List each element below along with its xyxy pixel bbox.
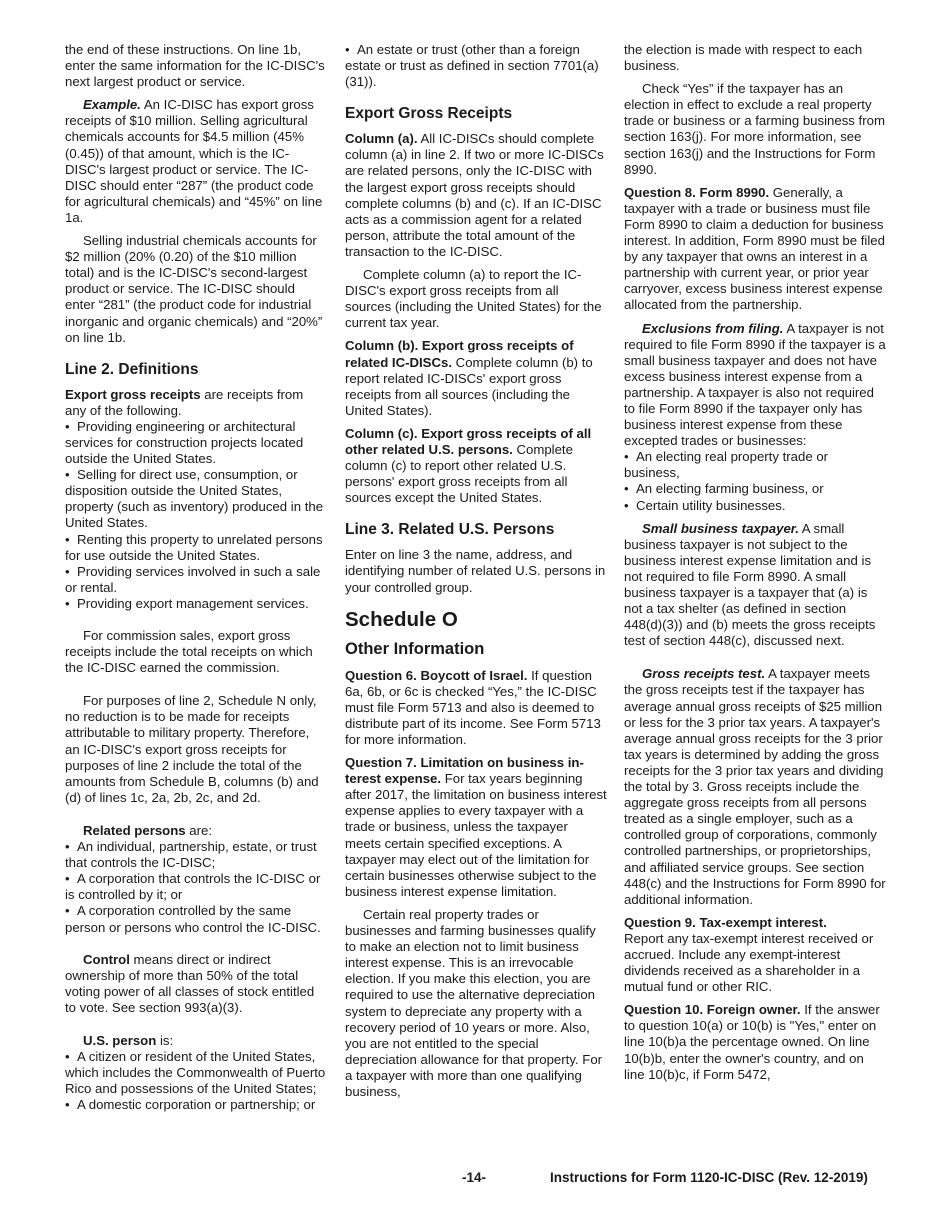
list-item: • A citizen or resident of the United States, which includes the Commonwealth of Puerto Rico and possessions of the United States; — [65, 1049, 326, 1097]
definition-us-person: U.S. person is: — [83, 1032, 174, 1048]
list-item: • A corporation that controls the IC-DISC or is controlled by it; or — [65, 871, 321, 903]
footer-title: Instructions for Form 1120-IC-DISC (Rev. 12-2019) — [550, 1170, 868, 1185]
exclusions-paragraph: Exclusions from filing. A taxpayer is not required to file Form 8990 if the taxpayer is a small business taxpayer and does not have excess business interest expense from a partnership. A taxpayer is also not required to file Form 8990 if the taxpayer only has business interest expense from these excepted trades or businesses: — [624, 320, 886, 449]
heading-line-3: Line 3. Related U.S. Persons — [345, 521, 555, 539]
column-c-paragraph: Column (c). Export gross receipts of all other related U.S. persons. Complete column (c) to report other related U.S. persons' export gross receipts from all sources except the United States. — [345, 425, 592, 506]
paragraph: the election is made with respect to each business. — [624, 42, 863, 74]
question-7-paragraph: Question 7. Limitation on business in-terest expense. For tax years beginning after 2017, the limitation on business interest expense applies to every taxpayer with a trade or business, unless the taxpayer meets certain specified exceptions. A taxpayer may elect out of the limitation for certain businesses otherwise subject to the business interest expense limitation. — [345, 755, 607, 899]
question-10-paragraph: Question 10. Foreign owner. If the answer to question 10(a) or 10(b) is "Yes," enter on line 10(b)a the percentage owned. On line 10(b)b, enter the owner's country, and on line 10(b)c, if Form 5472, — [624, 1002, 880, 1082]
list-item: • Certain utility businesses. — [624, 497, 786, 513]
list-item: • Providing services involved in such a sale or rental. — [65, 563, 321, 595]
heading-other-information: Other Information — [345, 639, 485, 658]
paragraph: Enter on line 3 the name, address, and identifying number of related U.S. persons in your controlled group. — [345, 547, 606, 595]
page-number: -14- — [462, 1170, 487, 1185]
list-item: • A domestic corporation or partnership; or — [65, 1097, 316, 1113]
paragraph: Selling industrial chemicals accounts for $2 million (20% (0.20) of the $10 million total) and is the IC-DISC's second-largest product or service. The IC-DISC should enter “281” (the product code for industrial inorganic and organic chemicals) and “20%” on line 1b. — [65, 233, 323, 345]
small-business-paragraph: Small business taxpayer. A small business taxpayer is not subject to the business interest expense limitation and is not required to file Form 8990. A small business taxpayer is a taxpayer that (a) is not a tax shelter (as defined in section 448(d)(3)) and (b) meets the gross receipts test of section 448(c), discussed next. — [624, 520, 876, 649]
paragraph: Complete column (a) to report the IC-DISC's export gross receipts from all sources (including the United States) for the current tax year. — [345, 267, 602, 331]
definition-related-persons: Related persons are: — [83, 822, 212, 838]
question-8-paragraph: Question 8. Form 8990. Generally, a taxpayer with a trade or business must file Form 8990 to claim a deduction for business interest. In addition, Form 8990 must be filed by any taxpayer that owns an interest in a partnership with current year, or prior year carryover, excess business interest expense allocated from the partnership. — [624, 184, 885, 313]
heading-schedule-o: Schedule O — [345, 607, 458, 631]
list-item: • An individual, partnership, estate, or trust that controls the IC-DISC; — [65, 839, 317, 871]
paragraph: For commission sales, export gross receipts include the total receipts on which the IC-DISC earned the commission. — [65, 628, 313, 676]
list-item: • A corporation controlled by the same person or persons who control the IC-DISC. — [65, 903, 321, 935]
definition-export-gross-receipts: Export gross receipts are receipts from any of the following. — [65, 386, 304, 418]
paragraph: the end of these instructions. On line 1b, enter the same information for the IC-DISC's next largest product or service. — [65, 42, 325, 90]
list-item: • Selling for direct use, consumption, or disposition outside the United States, property (such as inventory) produced in the United States. — [65, 467, 324, 531]
paragraph: Check “Yes” if the taxpayer has an election in effect to exclude a real property trade or business or a farming business from section 163(j). For more information, see section 163(j) and the Instructions for Form 8990. — [624, 81, 885, 177]
question-9-paragraph: Question 9. Tax-exempt interest. Report any tax-exempt interest received or accrued. Include any exempt-interest dividends received as a shareholder in a mutual fund or other RIC. — [624, 914, 874, 995]
column-a-paragraph: Column (a). All IC-DISCs should complete column (a) in line 2. If two or more IC-DISCs are related persons, only the IC-DISC with the largest export gross receipts should complete columns (b) and (c). If an IC-DISC acts as a commission agent for a related person, attribute the total amount of the transaction to the IC-DISC. — [345, 131, 604, 259]
heading-line-2-definitions: Line 2. Definitions — [65, 360, 199, 378]
list-item: • An electing real property trade or business, — [624, 449, 829, 481]
example-paragraph: Example. An IC-DISC has export gross receipts of $10 million. Selling agricultural chemicals accounts for $4.5 million (45% (0.45)) of that amount, which is the IC-DISC's largest product or service. The IC-DISC should enter “287” (the product code for agricultural chemicals) and “45%” on line 1a. — [65, 97, 323, 225]
column-b-paragraph: Column (b). Export gross receipts of related IC-DISCs. Complete column (b) to report related IC-DISCs' export gross receipts from all sources (including the United States). — [345, 338, 593, 418]
list-item: • Providing engineering or architectural services for construction projects located outside the United States. — [65, 418, 304, 467]
definition-control: Control means direct or indirect ownership of more than 50% of the total voting power of all classes of stock entitled to vote. See section 993(a)(3). — [65, 951, 315, 1015]
list-item: • An electing farming business, or — [624, 481, 824, 497]
gross-receipts-paragraph: Gross receipts test. A taxpayer meets the gross receipts test if the taxpayer has average annual gross receipts of $25 million or less for the 3 prior tax years. A taxpayer's average annual gross receipts for the 3 prior tax years is determined by adding the gross receipts for the 3 prior tax years and dividing the total by 3. Gross receipts include the aggregate gross receipts from all persons treated as a single employer, such as a controlled group of corporations, commonly controlled partnerships, or proprietorships, and affiliated service groups. See section 448(c) and the Instructions for Form 8990 for additional information. — [624, 666, 886, 907]
column-2 — [345, 42, 607, 1107]
list-item: • Renting this property to unrelated persons for use outside the United States. — [65, 531, 323, 563]
column-1 — [65, 42, 327, 1113]
paragraph: For purposes of line 2, Schedule N only, no reduction is to be made for receipts attributable to military property. Therefore, an IC-DISC's export gross receipts for purposes of line 2 include the total of the amounts from Schedule B, columns (b) and (d) of lines 1c, 2a, 2b, 2c, and 2d. — [65, 693, 319, 805]
question-6-paragraph: Question 6. Boycott of Israel. If question 6a, 6b, or 6c is checked “Yes,” the IC-DISC must file Form 5713 and also is deemed to distribute part of its income. See Form 5713 for more information. — [345, 667, 601, 747]
column-3 — [624, 42, 886, 1090]
heading-export-gross-receipts: Export Gross Receipts — [345, 105, 513, 123]
list-item: • An estate or trust (other than a foreign estate or trust as defined in section 7701(a)(31)). — [345, 42, 599, 90]
list-item: • Providing export management services. — [65, 595, 309, 611]
paragraph: Certain real property trades or businesses and farming businesses qualify to make an election not to limit business interest expense. This is an irrevocable election. If you make this election, you are required to use the alternative depreciation system to depreciate any property with a recovery period of 10 years or more. Also, you are not entitled to the special depreciation allowance for that property. For a taxpayer with more than one qualifying business, — [345, 906, 603, 1099]
